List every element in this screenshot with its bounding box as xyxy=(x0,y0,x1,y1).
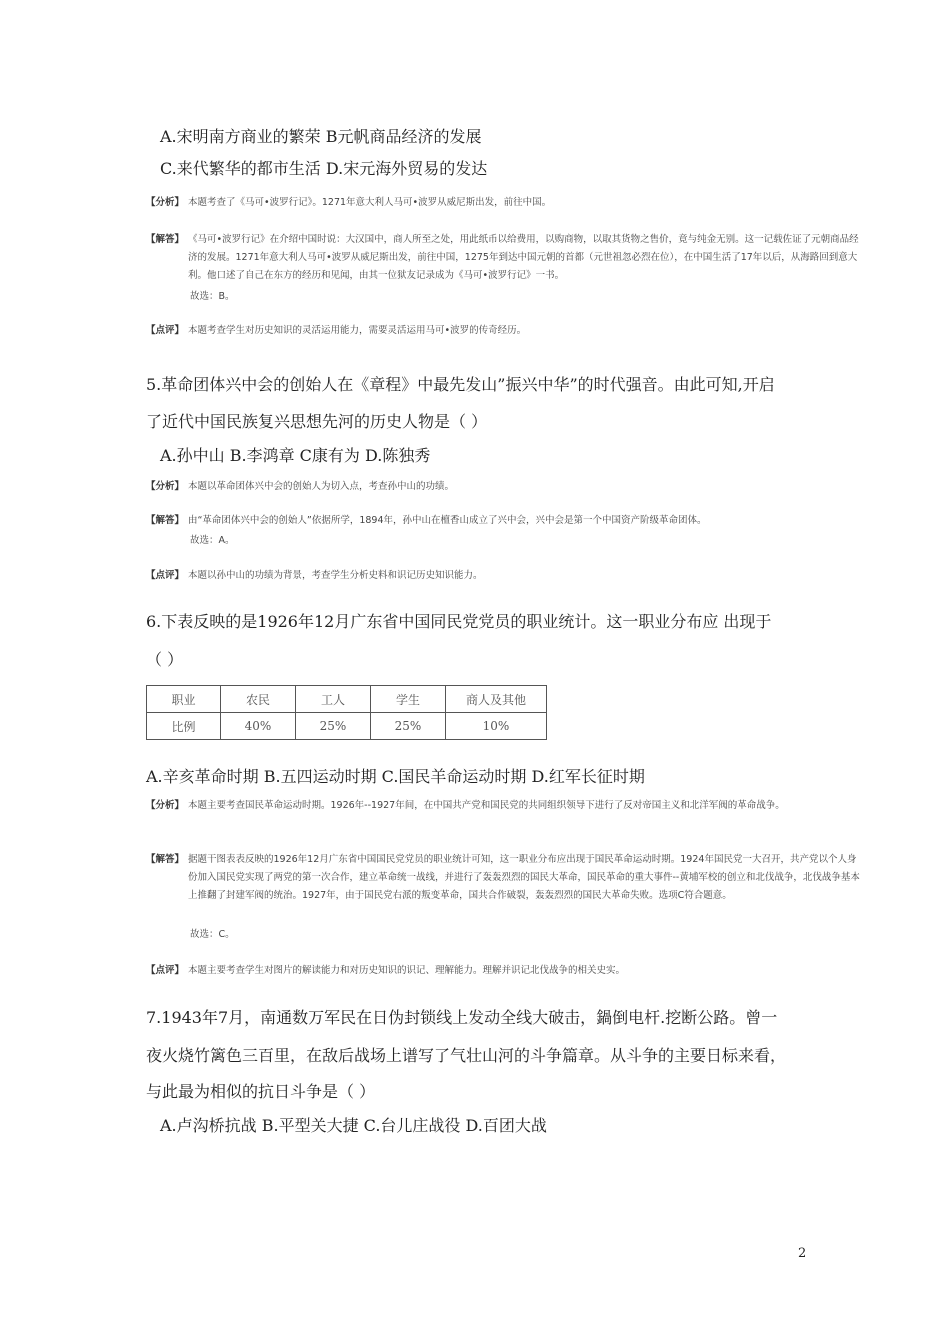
q6-analysis xyxy=(146,797,866,815)
q5-analysis xyxy=(146,478,866,496)
q5-options: A.孙中山 B.李鸿章 C康有为 D.陈独秀 xyxy=(160,446,431,465)
table-header-cell: 学生 xyxy=(371,686,446,713)
comment-tag: 【点评】 xyxy=(146,325,185,336)
q6-answer xyxy=(146,851,866,905)
answer-choice: 故选：A。 xyxy=(190,535,235,546)
comment-tag: 【点评】 xyxy=(146,570,185,581)
answer-tag: 【解答】 xyxy=(146,854,185,865)
answer-tag: 【解答】 xyxy=(146,234,185,245)
q7-stem-line1: 7.1943年7月，南通数万军民在日伪封锁线上发动全线大破击，鍋倒电杆.挖断公路。曾一 xyxy=(146,1008,778,1027)
table-row xyxy=(147,713,547,740)
table-header-cell: 商人及其他 xyxy=(446,686,547,713)
answer-text: 《马可•波罗行记》在介绍中国时说：大汉国中，商人所至之处，用此纸币以给费用，以购商物，以取其货物之售价，竟与纯金无别。这一记载佐证了元朝商品经济的发展。1271年意大利人马可•波罗从威尼斯出发，前往中国，1275年到达中国元朝的首都（元世祖忽必烈在位），在中国生活了17年以后，从海路回到意大利。他口述了自己在东方的经历和见闻，由其一位狱友记录成为《马可•波罗行记》一书。 xyxy=(188,234,859,281)
answer-tag: 【解答】 xyxy=(146,515,185,526)
table-cell: 比例 xyxy=(147,713,221,740)
comment-text: 本题以孙中山的功绩为背景，考查学生分析史料和识记历史知识能力。 xyxy=(188,570,483,581)
q6-options: A.辛亥革命时期 B.五四运动时期 C.国民羊命运动时期 D.红军长征时期 xyxy=(146,767,645,786)
analysis-text: 本题考查了《马可•波罗行记》。1271年意大利人马可•波罗从威尼斯出发，前往中国。 xyxy=(188,197,552,208)
analysis-tag: 【分析】 xyxy=(146,481,185,492)
answer-text: 据题干图表表反映的1926年12月广东省中国国民党党员的职业统计可知，这一职业分布应出现于国民革命运动时期。1924年国民党一大召开，共产党以个人身份加入国民党实现了两党的第一次合作，建立革命统一战线，并进行了轰轰烈烈的国民大革命，国民革命的重大事件--黄埔军校的创立和北伐战争，北伐战争基本上推翻了封建军阀的统治。1927年，由于国民党右派的叛变革命，国共合作破裂，轰轰烈烈的国民大革命失败。选项C符合题意。 xyxy=(188,854,860,901)
q5-stem-line1: 5.革命团体兴中会的创始人在《章程》中最先发山”振兴中华”的时代强音。由此可知,开启 xyxy=(146,375,775,394)
page-number: 2 xyxy=(798,1246,807,1261)
q7-stem-line2: 夜火烧竹篱色三百里，在敌后战场上谱写了气壮山河的斗争篇章。从斗争的主要日标来看， xyxy=(146,1046,787,1065)
table-header-cell: 职业 xyxy=(147,686,221,713)
q5-comment xyxy=(146,567,866,585)
analysis-text: 本题主要考查国民革命运动时期。1926年--1927年间，在中国共产党和国民党的共同组织领导下进行了反对帝国主义和北洋军阀的革命战争。 xyxy=(188,800,785,811)
q4-options-line1: A.宋明南方商业的繁荣 B元帆商品经济的发展 xyxy=(160,127,482,146)
q7-options: A.卢沟桥抗战 B.平型关大捷 C.台儿庄战役 D.百团大战 xyxy=(160,1116,547,1135)
table-header-cell: 农民 xyxy=(221,686,296,713)
q4-answer xyxy=(146,231,866,285)
table-cell: 25% xyxy=(371,713,446,740)
q6-answer-choice xyxy=(146,926,866,944)
comment-text: 本题考查学生对历史知识的灵活运用能力，需要灵活运用马可•波罗的传奇经历。 xyxy=(188,325,527,336)
q5-answer xyxy=(146,512,866,530)
q4-comment xyxy=(146,322,866,340)
analysis-text: 本题以革命团体兴中会的创始人为切入点，考查孙中山的功绩。 xyxy=(188,481,455,492)
q4-options-line2: C.来代繁华的都市生活 D.宋元海外贸易的发达 xyxy=(160,159,488,178)
table-cell: 10% xyxy=(446,713,547,740)
table-header-row xyxy=(147,686,547,713)
table-header-cell: 工人 xyxy=(296,686,371,713)
table-cell: 25% xyxy=(296,713,371,740)
comment-tag: 【点评】 xyxy=(146,965,185,976)
q6-stem-line2: （ ） xyxy=(146,650,184,669)
q6-comment xyxy=(146,962,866,980)
q5-stem-line2: 了近代中国民族复兴思想先河的历史人物是（ ） xyxy=(146,412,488,431)
q5-answer-choice xyxy=(146,532,866,550)
q4-answer-choice xyxy=(146,288,866,306)
q7-stem-line3: 与此最为相似的抗日斗争是（ ） xyxy=(146,1082,376,1101)
occupation-table xyxy=(146,685,547,740)
q6-stem-line1: 6.下表反映的是1926年12月广东省中国同民党党员的职业统计。这一职业分布应 出现于 xyxy=(146,612,772,631)
table-cell: 40% xyxy=(221,713,296,740)
answer-choice: 故选：C。 xyxy=(190,929,235,940)
analysis-tag: 【分析】 xyxy=(146,197,185,208)
analysis-tag: 【分析】 xyxy=(146,800,185,811)
comment-text: 本题主要考查学生对图片的解读能力和对历史知识的识记、理解能力。理解并识记北伐战争的相关史实。 xyxy=(188,965,626,976)
answer-text: 由“革命团体兴中会的创始人”依据所学，1894年，孙中山在檀香山成立了兴中会，兴中会是第一个中国资产阶级革命团体。 xyxy=(188,515,707,526)
answer-choice: 故选：B。 xyxy=(190,291,235,302)
q4-analysis xyxy=(146,194,866,212)
